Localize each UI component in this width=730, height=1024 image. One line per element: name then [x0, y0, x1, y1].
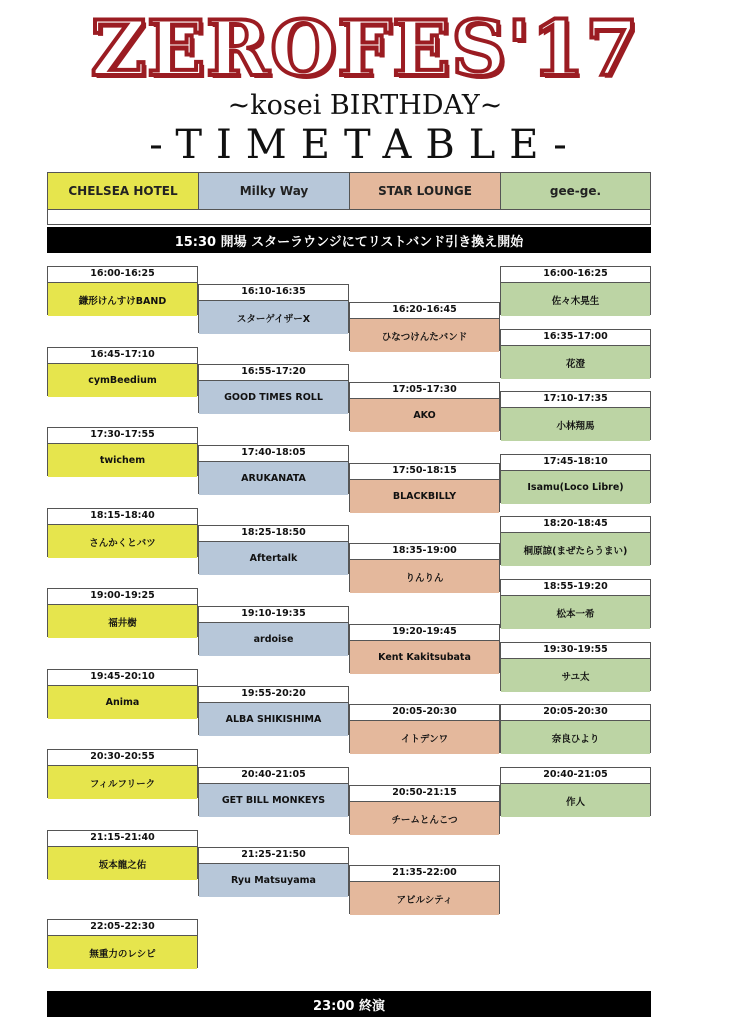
slot-time: 20:30-20:55 — [48, 750, 197, 766]
stage-header-star-lounge: STAR LOUNGE — [349, 172, 501, 210]
slot-act: 奈良ひより — [501, 721, 650, 754]
slot-time: 18:20-18:45 — [501, 517, 650, 533]
slot-card — [500, 642, 651, 691]
slot-card — [198, 767, 349, 816]
slot-time: 19:55-20:20 — [199, 687, 348, 703]
slot-act: twichem — [48, 444, 197, 477]
slot-card — [47, 347, 198, 396]
slot-time: 20:05-20:30 — [350, 705, 499, 721]
slot-act: AKO — [350, 399, 499, 432]
slot-card — [198, 364, 349, 413]
slot-act: ARUKANATA — [199, 462, 348, 495]
slot-act: ALBA SHIKISHIMA — [199, 703, 348, 736]
slot-act: さんかくとバツ — [48, 525, 197, 558]
slot-act: イトデンワ — [350, 721, 499, 754]
slot-act: Kent Kakitsubata — [350, 641, 499, 674]
slot-card — [47, 508, 198, 557]
slot-card — [500, 266, 651, 315]
slot-time: 18:35-19:00 — [350, 544, 499, 560]
slot-act: フィルフリーク — [48, 766, 197, 799]
slot-time: 16:55-17:20 — [199, 365, 348, 381]
slot-act: GOOD TIMES ROLL — [199, 381, 348, 414]
event-subtitle: ~kosei BIRTHDAY~ — [227, 90, 503, 121]
stage-header-chelsea-hotel: CHELSEA HOTEL — [47, 172, 199, 210]
slot-act: ひなつけんたバンド — [350, 319, 499, 352]
slot-act: cymBeedium — [48, 364, 197, 397]
slot-card — [47, 427, 198, 476]
slot-time: 17:30-17:55 — [48, 428, 197, 444]
slot-card — [349, 543, 500, 592]
slot-act: りんりん — [350, 560, 499, 593]
slot-time: 17:40-18:05 — [199, 446, 348, 462]
slot-card — [198, 606, 349, 655]
slot-time: 16:35-17:00 — [501, 330, 650, 346]
slot-card — [198, 847, 349, 896]
slot-time: 19:10-19:35 — [199, 607, 348, 623]
slot-act: Anima — [48, 686, 197, 719]
slot-card — [349, 463, 500, 512]
slot-time: 20:40-21:05 — [199, 768, 348, 784]
slot-time: 21:35-22:00 — [350, 866, 499, 882]
slot-act: Ryu Matsuyama — [199, 864, 348, 897]
slot-time: 16:00-16:25 — [48, 267, 197, 283]
stage-header-gee-ge: gee-ge. — [500, 172, 651, 210]
slot-card — [198, 686, 349, 735]
slot-card — [349, 382, 500, 431]
slot-time: 21:25-21:50 — [199, 848, 348, 864]
slot-time: 16:00-16:25 — [501, 267, 650, 283]
slot-card — [198, 525, 349, 574]
slot-time: 17:45-18:10 — [501, 455, 650, 471]
slot-card — [349, 302, 500, 351]
slot-act: 桐原諒(まぜたらうまい) — [501, 533, 650, 566]
slot-act: 鎌形けんすけBAND — [48, 283, 197, 316]
slot-act: Isamu(Loco Libre) — [501, 471, 650, 504]
slot-time: 16:10-16:35 — [199, 285, 348, 301]
slot-card — [47, 749, 198, 798]
slot-card — [198, 445, 349, 494]
slot-card — [349, 704, 500, 753]
slot-time: 18:25-18:50 — [199, 526, 348, 542]
slot-act: BLACKBILLY — [350, 480, 499, 513]
slot-card — [500, 391, 651, 440]
slot-time: 22:05-22:30 — [48, 920, 197, 936]
slot-act: 作人 — [501, 784, 650, 817]
slot-act: 坂本龍之佑 — [48, 847, 197, 880]
close-banner: 23:00 終演 — [47, 991, 651, 1017]
slot-card — [500, 579, 651, 628]
slot-act: ardoise — [199, 623, 348, 656]
slot-act: スターゲイザーX — [199, 301, 348, 334]
slot-act: アビルシティ — [350, 882, 499, 915]
slot-time: 18:55-19:20 — [501, 580, 650, 596]
slot-time: 16:20-16:45 — [350, 303, 499, 319]
slot-card — [349, 865, 500, 914]
stage-header-milky-way: Milky Way — [198, 172, 350, 210]
slot-time: 17:10-17:35 — [501, 392, 650, 408]
slot-card — [47, 588, 198, 637]
slot-card — [500, 516, 651, 565]
slot-time: 20:05-20:30 — [501, 705, 650, 721]
slot-card — [198, 284, 349, 333]
slot-card — [500, 454, 651, 503]
slot-act: サユ太 — [501, 659, 650, 692]
slot-act: GET BILL MONKEYS — [199, 784, 348, 817]
slot-act: 小林翔馬 — [501, 408, 650, 441]
slot-card — [47, 919, 198, 968]
slot-time: 20:40-21:05 — [501, 768, 650, 784]
slot-act: Aftertalk — [199, 542, 348, 575]
slot-time: 16:45-17:10 — [48, 348, 197, 364]
stage-header-spacer — [47, 210, 651, 225]
slot-time: 17:50-18:15 — [350, 464, 499, 480]
slot-card — [500, 767, 651, 816]
slot-card — [47, 669, 198, 718]
slot-act: 松本一希 — [501, 596, 650, 629]
open-banner: 15:30 開場 スターラウンジにてリストバンド引き換え開始 — [47, 227, 651, 253]
slot-time: 19:45-20:10 — [48, 670, 197, 686]
slot-act: 花澄 — [501, 346, 650, 379]
slot-card — [500, 329, 651, 378]
event-title: ZEROFES'17 — [90, 4, 640, 93]
slot-time: 18:15-18:40 — [48, 509, 197, 525]
slot-time: 19:30-19:55 — [501, 643, 650, 659]
slot-card — [349, 624, 500, 673]
slot-card — [500, 704, 651, 753]
slot-card — [349, 785, 500, 834]
slot-card — [47, 266, 198, 315]
slot-act: 佐々木晃生 — [501, 283, 650, 316]
timetable-heading: -TIMETABLE- — [149, 122, 581, 168]
slot-time: 20:50-21:15 — [350, 786, 499, 802]
slot-card — [47, 830, 198, 879]
slot-time: 21:15-21:40 — [48, 831, 197, 847]
slot-act: 福井樹 — [48, 605, 197, 638]
slot-time: 19:00-19:25 — [48, 589, 197, 605]
slot-act: 無重力のレシピ — [48, 936, 197, 969]
slot-time: 17:05-17:30 — [350, 383, 499, 399]
slot-time: 19:20-19:45 — [350, 625, 499, 641]
slot-act: チームとんこつ — [350, 802, 499, 835]
